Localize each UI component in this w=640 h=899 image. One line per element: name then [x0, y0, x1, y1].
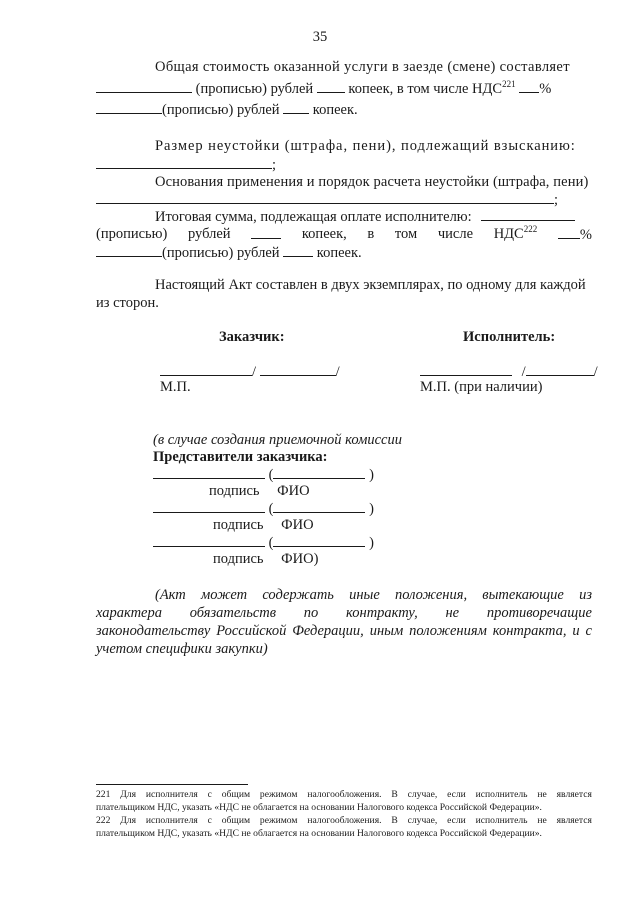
closing-word: вытекающие	[482, 587, 564, 603]
penalty-amount-blank[interactable]	[96, 155, 272, 169]
closing-word: контракту,	[346, 605, 418, 621]
total-kop-blank[interactable]	[251, 225, 281, 239]
customer-name-blank[interactable]	[260, 362, 336, 376]
executor-slash-2: /	[593, 364, 598, 380]
footnote-word: 221	[96, 789, 111, 800]
executor-seal: М.П. (при наличии)	[420, 379, 543, 395]
commission-title: Представители заказчика:	[153, 449, 328, 465]
footnote-word: случае,	[407, 815, 438, 826]
executor-name-blank[interactable]	[526, 362, 594, 376]
cost-line-3	[96, 100, 358, 119]
penalty-semicolon-2: ;	[554, 192, 559, 208]
rep-3-signature-label: подпись	[213, 551, 264, 567]
footnote-word: исполнителя	[145, 815, 198, 826]
footnote-word: если	[447, 815, 466, 826]
footnote-word: если	[447, 789, 466, 800]
rep-2-signature-label: подпись	[213, 517, 264, 533]
closing-word: содержать	[262, 587, 334, 603]
rep-2-caption	[213, 516, 314, 534]
footnote-word: случае,	[407, 789, 438, 800]
closing-word: законодательству	[96, 623, 211, 639]
total-word-4: в	[367, 226, 375, 242]
penalty-grounds-blank[interactable]	[96, 190, 554, 204]
rep-2-close: )	[369, 501, 374, 517]
executor-label: Исполнитель:	[463, 329, 556, 345]
closing-word: положениям	[409, 623, 487, 639]
total-vat-kop-label: копеек.	[316, 245, 362, 261]
total-label: Итоговая сумма, подлежащая оплате исполнителю:	[155, 209, 472, 225]
rep-3-signature-blank[interactable]	[153, 533, 265, 547]
total-word-1: (прописью)	[96, 226, 168, 242]
closing-word: (Акт	[155, 587, 186, 603]
total-vat-amount-blank[interactable]	[96, 243, 162, 257]
rep-1-signature-label: подпись	[209, 483, 260, 499]
footnote-221-line-2: плательщиком НДС, указать «НДС не облагается на основании Налогового кодекса Российской Федерации».	[96, 802, 542, 813]
closing-word: и	[572, 623, 580, 639]
total-vat-kop-blank[interactable]	[283, 243, 313, 257]
copies-line-1: Настоящий Акт составлен в двух экземплярах, по одному для каждой	[155, 277, 586, 293]
cost-words-label: (прописью) рублей	[195, 81, 314, 97]
rep-1-close: )	[369, 467, 374, 483]
commission-note: (в случае создания приемочной комиссии	[153, 432, 402, 448]
rep-2-name-blank[interactable]	[273, 499, 365, 513]
page-number: 35	[312, 29, 328, 45]
cost-kop-blank[interactable]	[317, 79, 345, 93]
total-word-5: том	[394, 226, 418, 242]
penalty-grounds: Основания применения и порядок расчета неустойки (штрафа, пени)	[155, 174, 589, 190]
footnote-ref-222: 222	[523, 224, 538, 234]
closing-word: обязательств	[189, 605, 277, 621]
cost-vat-amount-blank[interactable]	[96, 100, 162, 114]
closing-word: может	[200, 587, 248, 603]
customer-signature-blank[interactable]	[160, 362, 252, 376]
total-word-3: копеек,	[301, 226, 347, 242]
closing-word: положения,	[395, 587, 468, 603]
cost-line-2	[96, 79, 551, 98]
footnote-word: не	[537, 815, 547, 826]
footnote-word: исполнитель	[475, 789, 528, 800]
cost-vat-blank[interactable]	[519, 79, 539, 93]
footnote-word: с	[207, 789, 212, 800]
footnote-word: Для	[120, 815, 136, 826]
footnote-word: В	[391, 815, 398, 826]
total-line-2	[96, 225, 592, 244]
closing-word: из	[579, 587, 592, 603]
footnote-word: исполнителя	[145, 789, 198, 800]
rep-2-signature-blank[interactable]	[153, 499, 265, 513]
rep-3-name-label: ФИО)	[281, 551, 319, 567]
penalty-semicolon: ;	[272, 157, 277, 173]
footnote-word: режимом	[259, 789, 298, 800]
closing-word: Российской	[216, 623, 287, 639]
total-word-6: числе	[437, 226, 474, 242]
rep-2-open: (	[268, 501, 274, 517]
total-line-3	[96, 243, 362, 262]
executor-signature-blank[interactable]	[420, 362, 512, 376]
executor-slash-1: /	[521, 364, 526, 380]
rep-2-name-label: ФИО	[281, 517, 314, 533]
footnote-ref-221: 221	[502, 79, 516, 89]
footnote-word: исполнитель	[475, 815, 528, 826]
customer-label: Заказчик:	[219, 329, 285, 345]
closing-note-line-2	[96, 604, 592, 622]
footnote-word: налогообложения.	[307, 815, 382, 826]
customer-seal: М.П.	[160, 379, 191, 395]
closing-word: с	[585, 623, 592, 639]
total-line-1	[155, 207, 575, 226]
cost-vat-kop-blank[interactable]	[283, 100, 309, 114]
footnote-word: не	[537, 789, 547, 800]
rep-3-caption	[213, 550, 318, 568]
rep-3-name-blank[interactable]	[273, 533, 365, 547]
rep-3-close: )	[369, 535, 374, 551]
rep-1-signature-blank[interactable]	[153, 465, 265, 479]
cost-kop-label: копеек, в том числе НДС	[348, 81, 503, 97]
customer-slash-2: /	[335, 364, 340, 380]
copies-line-2: из сторон.	[96, 295, 159, 311]
closing-word: иные	[349, 587, 380, 603]
cost-amount-blank[interactable]	[96, 79, 192, 93]
rep-1-name-label: ФИО	[277, 483, 310, 499]
closing-word: не	[445, 605, 460, 621]
total-vat-words-label: (прописью) рублей	[162, 245, 280, 261]
closing-word: по	[303, 605, 319, 621]
cost-vat-kop-label: копеек.	[312, 102, 358, 118]
footnote-word: Для	[120, 789, 136, 800]
footnote-222-line-1	[96, 815, 592, 827]
total-word-7: НДС	[493, 226, 524, 242]
footnote-word: 222	[96, 815, 111, 826]
footnote-word: общим	[221, 815, 251, 826]
footnote-221-line-1	[96, 789, 592, 801]
rep-1-caption	[209, 482, 310, 500]
cost-pct: %	[539, 81, 552, 97]
footnote-word: В	[391, 789, 398, 800]
total-pct: %	[579, 227, 592, 243]
closing-word: противоречащие	[486, 605, 592, 621]
footnote-separator	[96, 784, 248, 785]
closing-word: иным	[369, 623, 404, 639]
cost-vat-words-label: (прописью) рублей	[162, 102, 280, 118]
footnote-word: режимом	[259, 815, 298, 826]
rep-3-open: (	[268, 535, 274, 551]
closing-word: характера	[96, 605, 162, 621]
closing-word: контракта,	[492, 623, 567, 639]
footnote-word: является	[556, 789, 592, 800]
penalty-line-2	[96, 155, 276, 174]
footnote-222-line-2: плательщиком НДС, указать «НДС не облагается на основании Налогового кодекса Российской Федерации».	[96, 828, 542, 839]
cost-line-1-text: Общая стоимость оказанной услуги в заезде (смене) составляет	[155, 59, 570, 75]
closing-note-line-4: учетом специфики закупки)	[96, 641, 268, 657]
closing-note-line-1	[155, 586, 592, 604]
footnote-word: общим	[221, 789, 251, 800]
rep-1-name-blank[interactable]	[273, 465, 365, 479]
rep-1-open: (	[268, 467, 274, 483]
closing-word: Федерации,	[292, 623, 364, 639]
footnote-word: налогообложения.	[307, 789, 382, 800]
total-vat-blank[interactable]	[558, 225, 580, 239]
total-word-2: рублей	[187, 226, 231, 242]
closing-note-line-3	[96, 622, 592, 640]
customer-slash-1: /	[252, 364, 257, 380]
total-amount-blank[interactable]	[481, 207, 575, 221]
footnote-word: с	[207, 815, 212, 826]
penalty-line-1: Размер неустойки (штрафа, пени), подлежащий взысканию:	[155, 138, 576, 154]
footnote-word: является	[556, 815, 592, 826]
cost-line-1	[155, 58, 592, 76]
